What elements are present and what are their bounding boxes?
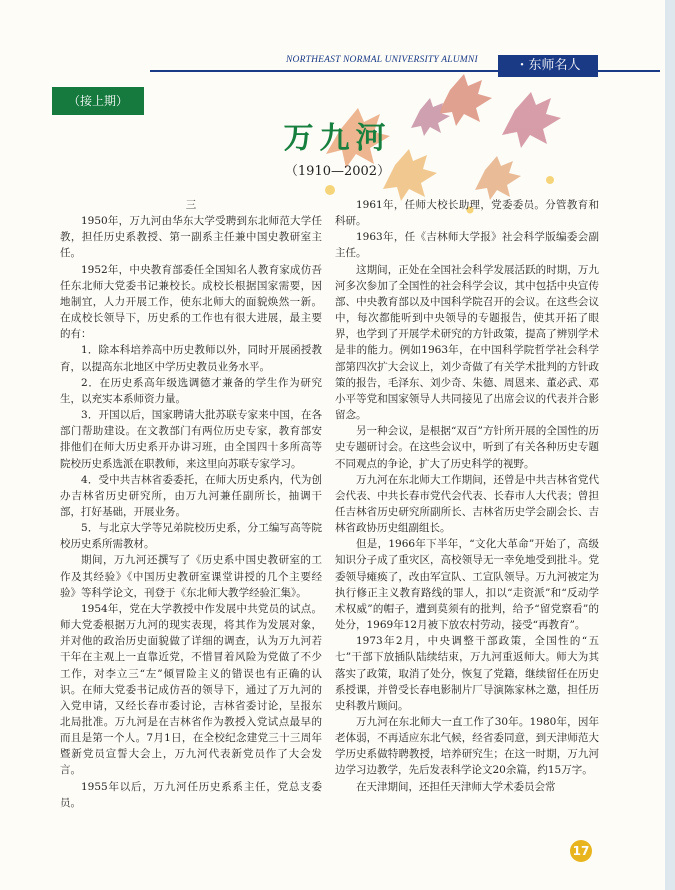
paragraph: 1961年，任师大校长助理，党委委员。分管教育和科研。 <box>335 199 599 228</box>
section-number: 三 <box>185 199 197 211</box>
paragraph: 但是，1966年下半年，“文化大革命”开始了，高级知识分子成了重灾区，高校领导无一幸免地受到批斗。党委领导瘫痪了，改由军宣队、工宣队领导。万九河被定为执行修正主义教育路线的罪人，扣以“走资派”和“反动学术权威”的帽子，遭到莫须有的批判，给予“留党察看”的处分，1969年12月被下放农村劳动，接受“再教育”。 <box>335 538 599 632</box>
right-column <box>335 197 599 795</box>
section-tab: ・东师名人 <box>498 55 598 77</box>
paragraph: 4．受中共吉林省委委托，在师大历史系内，代为创办吉林省历史研究所，由万九河兼任副所长，抽调干部，打好基础，开展业务。 <box>60 473 322 518</box>
paragraph: 在天津期间，还担任天津师大学术委员会常 <box>356 780 556 793</box>
paragraph: 2．在历史系高年级选调德才兼备的学生作为研究生，以充实本系师资力量。 <box>60 376 322 405</box>
article-title: 万九河 <box>283 121 392 156</box>
paragraph: 期间，万九河还撰写了《历史系中国史教研室的工作及其经验》《中国历史教研室课堂讲授的几个主要经验》等科学论文，刊登于《东北师大教学经验汇集》。 <box>60 554 322 599</box>
header-alumni-text: NORTHEAST NORMAL UNIVERSITY ALUMNI <box>286 55 478 65</box>
paragraph: 万九河在东北师大一直工作了30年。1980年，因年老体弱，不再适应东北气候，经省委同意，到天津师范大学历史系做特聘教授，培养研究生；在这一时期，万九河边学习边教学，先后发表科学论文20余篇，约15万字。 <box>335 716 599 777</box>
page-number-badge: 17 <box>570 840 592 862</box>
paragraph: 1973年2月，中央调整干部政策，全国性的“五七”干部下放插队陆续结束，万九河重返师大。师大为其落实了政策，取消了处分，恢复了党籍，继续留任在历史系授课，并曾受长春电影制片厂导演陈家林之邀，担任历史科教片顾问。 <box>335 635 599 712</box>
paragraph: 5．与北京大学等兄弟院校历史系，分工编写高等院校历史系所需教材。 <box>60 522 322 551</box>
paragraph: 1954年，党在大学教授中作发展中共党员的试点。师大党委根据万九河的现实表现，将其作为发展对象，并对他的政治历史面貌做了详细的调查，认为万九河若干年在主观上一直靠近党，不惜冒着风险为党做了不少工作，对李立三“左”倾冒险主义的错误也有正确的认识。在师大党委书记成仿吾的领导下，通过了万九河的入党申请，又经长春市委讨论，吉林省委讨论，呈报东北局批准。万九河是在吉林省作为教授入党试点最早的而且是第一个人。7月1日，在全校纪念建党三十三周年暨新党员宣誓大会上，万九河代表新党员作了大会发言。 <box>60 602 322 777</box>
paragraph: 万九河在东北师大工作期间，还曾是中共吉林省党代会代表、中共长春市党代会代表、长春市人大代表；曾担任吉林省历史研究所副所长、吉林省历史学会副会长、吉林省政协历史组副组长。 <box>335 473 599 535</box>
paragraph: 1．除本科培养高中历史教师以外，同时开展函授教育，以提高东北地区中学历史教员业务水平。 <box>60 344 322 373</box>
paragraph: 1950年，万九河由华东大学受聘到东北师范大学任教，担任历史系教授、第一副系主任兼中国史教研室主任。 <box>60 215 322 260</box>
paragraph: 这期间，正处在全国社会科学发展活跃的时期，万九河多次参加了全国性的社会科学会议，其中包括中央宣传部、中央教育部以及中国科学院召开的会议。在这些会议中，每次都能听到中央领导的专题报告，使其开拓了眼界，也学到了开展学术研究的方针政策，提高了辨别学术是非的能力。例如1963年，在中国科学院哲学社会科学部第四次扩大会议上，刘少奇做了有关学术批判的方针政策的报告，毛泽东、刘少奇、朱德、周恩来、董必武、邓小平等党和国家领导人共同接见了出席会议的代表并合影留念。 <box>335 263 599 422</box>
paragraph: 1952年，中央教育部委任全国知名人教育家成仿吾任东北师大党委书记兼校长。成校长根据国家需要，因地制宜，人力开展工作，使东北师大的面貌焕然一新。在成校长领导下，历史系的工作也有很大进展，最主要的有： <box>60 263 322 341</box>
article-dates: （1910—2002） <box>284 164 391 179</box>
paragraph: 1955年以后，万九河任历史系系主任，党总支委员。 <box>60 780 322 809</box>
paragraph: 另一种会议，是根据“双百”方针所开展的全国性的历史专题研讨会。在这些会议中，听到了有关各种历史专题不同观点的争论，扩大了历史科学的视野。 <box>335 425 599 470</box>
continued-label: （接上期） <box>52 87 144 115</box>
paragraph: 3．开国以后，国家聘请大批苏联专家来中国，在各部门帮助建设。在文教部门有两位历史专家，教育部安排他们在师大历史系开办讲习班，由全国四十多所高等院校历史系选派在职教师，来这里向苏联专家学习。 <box>60 409 322 470</box>
left-column <box>60 197 322 811</box>
paragraph: 1963年，任《吉林师大学报》社会科学版编委会副主任。 <box>335 231 599 260</box>
